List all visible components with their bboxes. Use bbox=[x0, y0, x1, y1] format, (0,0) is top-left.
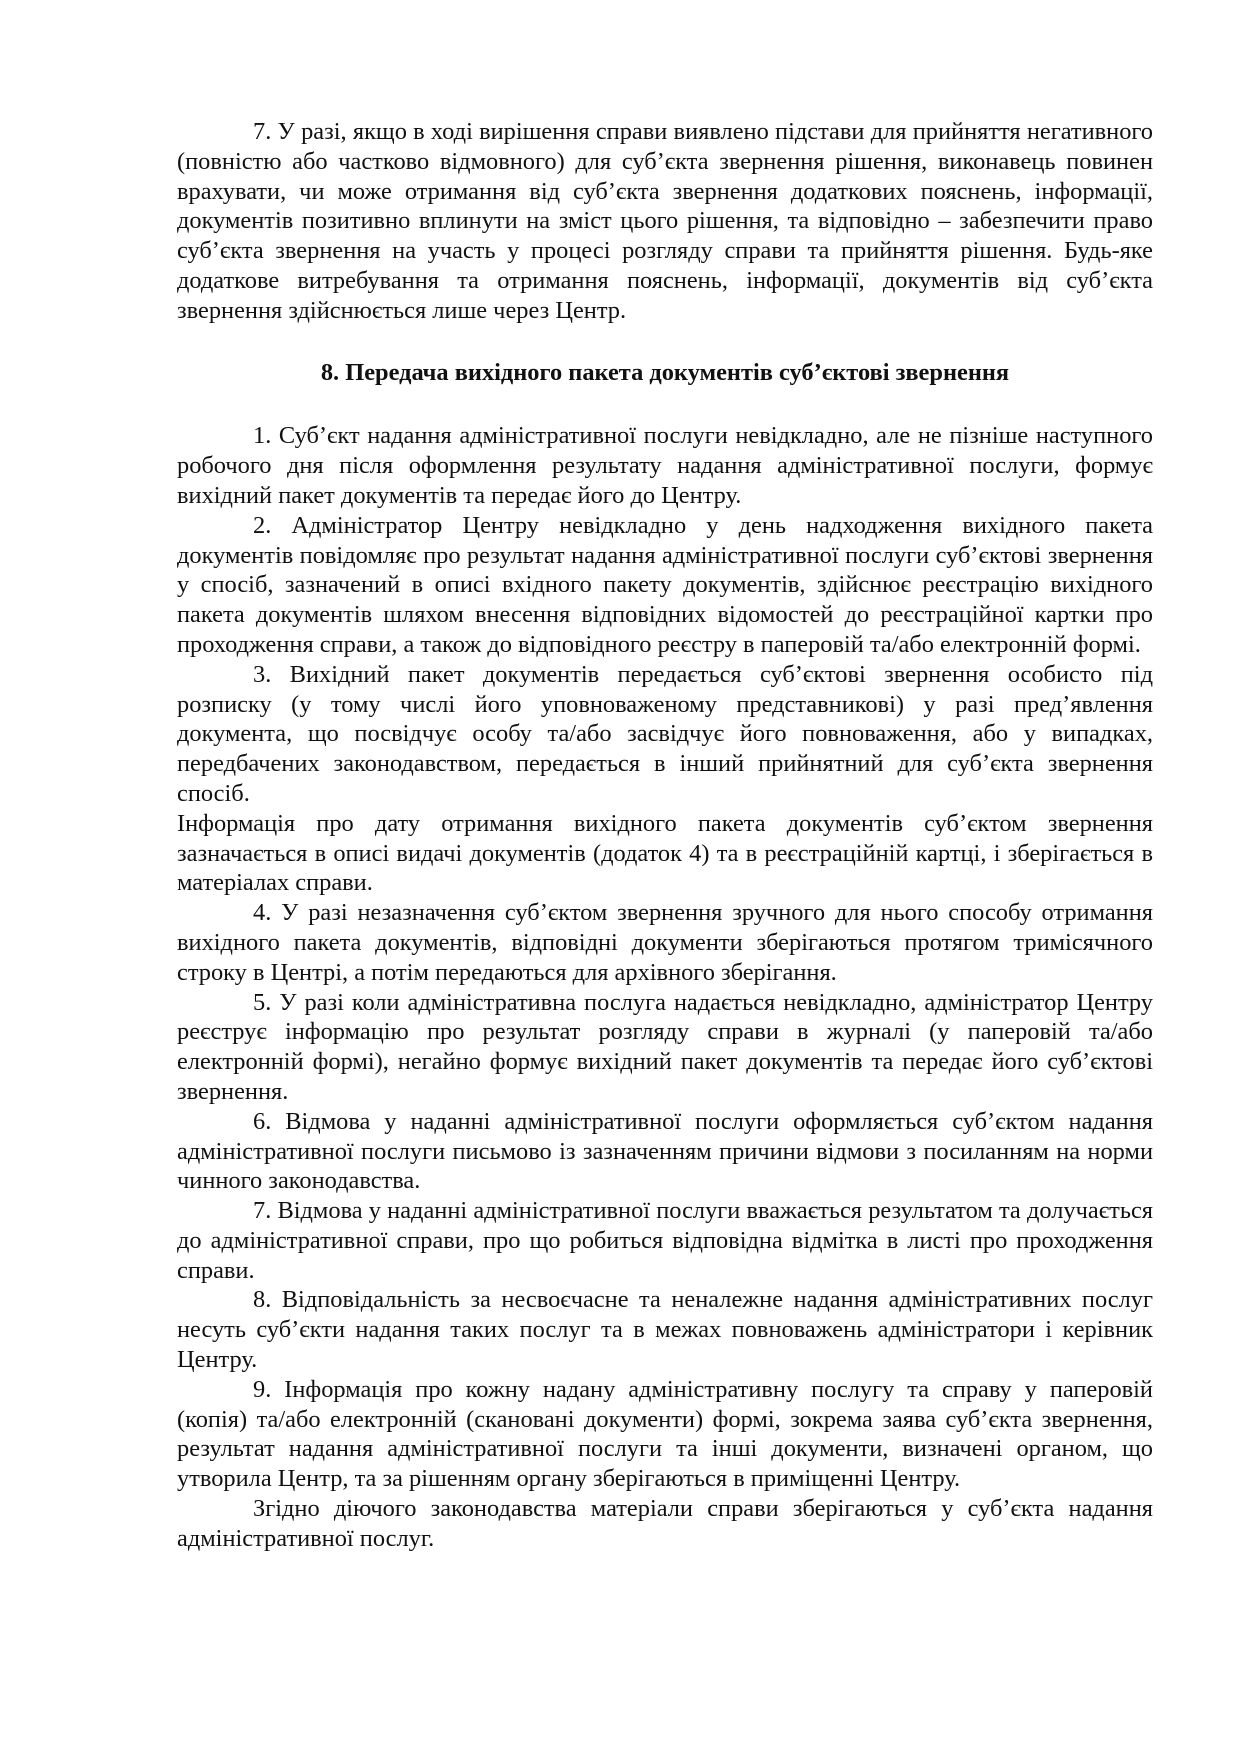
section8-item6-paragraph: 6. Відмова у наданні адміністративної послуги оформляється суб’єктом надання адміністративної послуги письмово із зазначенням причини відмови з посиланням на норми чинного законодавства. bbox=[177, 1107, 1153, 1195]
section8-item7-paragraph: 7. Відмова у наданні адміністративної послуги вважається результатом та долучається до адміністративної справи, про що робиться відповідна відмітка в листі про проходження справи. bbox=[177, 1197, 1153, 1284]
section7-item7-paragraph: 7. У разі, якщо в ході вирішення справи виявлено підстави для прийняття негативного (повністю або частково відмовного) для суб’єкта звернення рішення, виконавець повинен врахувати, чи може отримання від суб’єкта звернення додаткових пояснень, інформації, документів позитивно вплинути на зміст цього рішення, та відповідно – забезпечити право суб’єкта звернення на участь у процесі розгляду справи та прийняття рішення. Будь-яке додаткове витребування та отримання пояснень, інформації, документів від суб’єкта звернення здійснюється лише через Центр. bbox=[177, 118, 1153, 324]
section8-item5-paragraph: 5. У разі коли адміністративна послуга надається невідкладно, адміністратор Центру реєструє інформацію про результат розгляду справи в журналі (у паперовій та/або електронній формі), негайно формує вихідний пакет документів та передає його суб’єктові звернення. bbox=[177, 988, 1153, 1105]
document-page bbox=[177, 117, 1153, 1554]
section8-item2-paragraph: 2. Адміністратор Центру невідкладно у день надходження вихідного пакета документів повідомляє про результат надання адміністративної послуги суб’єктові звернення у спосіб, зазначений в описі вхідного пакету документів, здійснює реєстрацію вихідного пакета документів шляхом внесення відповідних відомостей до реєстраційної картки про проходження справи, а також до відповідного реєстру в паперовій та/або електронній формі. bbox=[177, 511, 1153, 658]
section8-item1-paragraph: 1. Суб’єкт надання адміністративної послуги невідкладно, але не пізніше наступного робочого дня після оформлення результату надання адміністративної послуги, формує вихідний пакет документів та передає його до Центру. bbox=[177, 422, 1153, 509]
section8-heading: 8. Передача вихідного пакета документів суб’єктові звернення bbox=[320, 358, 1010, 386]
section8-item3-info-paragraph: Інформація про дату отримання вихідного пакета документів суб’єктом звернення зазначається в описі видачі документів (додаток 4) та в реєстраційній картці, і зберігається в матеріалах справи. bbox=[177, 809, 1153, 897]
section8-item8-paragraph: 8. Відповідальність за несвоєчасне та неналежне надання адміністративних послуг несуть суб’єкти надання таких послуг та в межах повноважень адміністратори і керівник Центру. bbox=[177, 1286, 1153, 1374]
section8-storage-paragraph: Згідно діючого законодавства матеріали справи зберігаються у суб’єкта надання адміністративної послуг. bbox=[177, 1495, 1153, 1552]
section8-item4-paragraph: 4. У разі незазначення суб’єктом звернення зручного для нього способу отримання вихідного пакета документів, відповідні документи зберігаються протягом тримісячного строку в Центрі, а потім передаються для архівного зберігання. bbox=[177, 899, 1153, 986]
section8-item3-paragraph: 3. Вихідний пакет документів передається суб’єктові звернення особисто під розписку (у тому числі його уповноваженому представникові) у разі пред’явлення документа, що посвідчує особу та/або засвідчує його повноваження, або у випадках, передбачених законодавством, передається в інший прийнятний для суб’єкта звернення спосіб. bbox=[177, 660, 1153, 807]
section8-item9-paragraph: 9. Інформація про кожну надану адміністративну послугу та справу у паперовій (копія) та/або електронній (скановані документи) формі, зокрема заява суб’єкта звернення, результат надання адміністративної послуги та інші документи, визначені органом, що утворила Центр, та за рішенням органу зберігаються в приміщенні Центру. bbox=[177, 1375, 1153, 1493]
